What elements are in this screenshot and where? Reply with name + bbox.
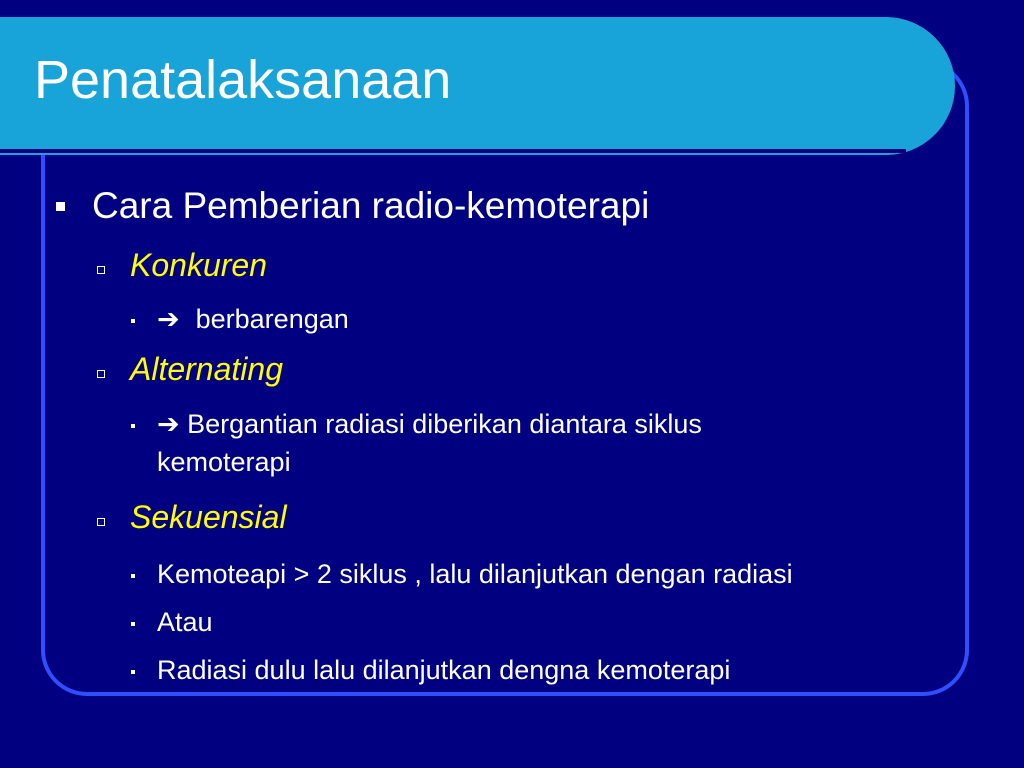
slide-title: Penatalaksanaan [34, 50, 452, 110]
detail-konkuren: ➔ berbarengan [157, 304, 349, 334]
right-arrow-icon: ➔ [157, 409, 180, 439]
small-square-bullet-icon [131, 319, 135, 323]
small-square-bullet-icon [131, 574, 135, 578]
detail-sekuensial-2: Atau [157, 607, 213, 637]
subheading-alternating: Alternating [130, 351, 283, 387]
small-square-bullet-icon [131, 424, 135, 428]
detail-alternating-line1: ➔ Bergantian radiasi diberikan diantara siklus [157, 409, 702, 439]
bullet-level1: Cara Pemberian radio-kemoterapi [92, 185, 650, 226]
hollow-square-bullet-icon [97, 518, 105, 526]
square-bullet-icon [56, 202, 65, 211]
hollow-square-bullet-icon [97, 370, 105, 378]
subheading-konkuren: Konkuren [130, 247, 267, 283]
subheading-sekuensial: Sekuensial [130, 499, 287, 535]
detail-alternating-line2: kemoterapi [157, 447, 291, 477]
hollow-square-bullet-icon [97, 266, 105, 274]
small-square-bullet-icon [131, 670, 135, 674]
detail-sekuensial-3: Radiasi dulu lalu dilanjutkan dengna kemoterapi [157, 655, 731, 685]
small-square-bullet-icon [131, 622, 135, 626]
detail-sekuensial-1: Kemoteapi > 2 siklus , lalu dilanjutkan dengan radiasi [157, 559, 793, 589]
right-arrow-icon: ➔ [157, 304, 180, 334]
